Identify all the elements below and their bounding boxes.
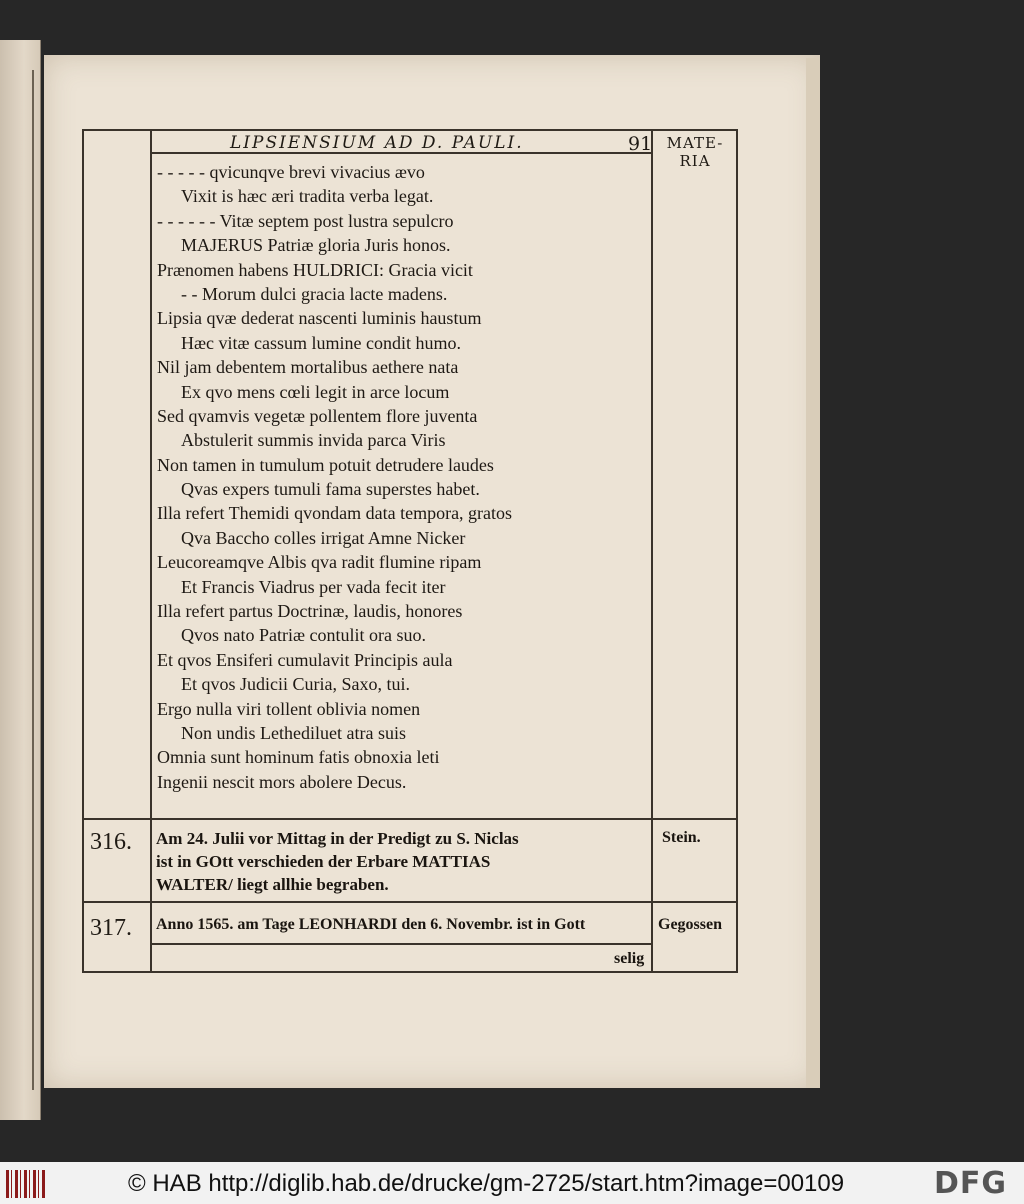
poem-line: Et Francis Viadrus per vada fecit iter bbox=[181, 576, 446, 597]
poem-line: - - Morum dulci gracia lacte madens. bbox=[181, 283, 448, 304]
epitaph-poem bbox=[157, 160, 647, 794]
poem-line: Sed qvamvis vegetæ pollentem flore juventa bbox=[157, 405, 478, 426]
entry-316-material: Stein. bbox=[662, 829, 701, 846]
entry-316-line-3: WALTER/ liegt allhie begraben. bbox=[156, 875, 389, 894]
poem-bottom-rule bbox=[82, 818, 736, 820]
entry-316-line-2: ist in GOtt verschieden der Erbare MATTIAS bbox=[156, 852, 491, 871]
adjacent-page-edge bbox=[0, 40, 41, 1120]
poem-line: Qvos nato Patriæ contulit ora suo. bbox=[181, 625, 426, 646]
running-head: LIPSIENSIUM AD D. PAULI. bbox=[230, 133, 524, 153]
side-heading-line-2: RIA bbox=[679, 152, 711, 170]
side-heading-line-1: MATE- bbox=[666, 134, 724, 152]
entry-316-bottom-rule bbox=[82, 901, 736, 903]
hab-logo-icon bbox=[6, 1170, 46, 1198]
poem-line: Ex qvo mens cœli legit in arce locum bbox=[181, 381, 450, 402]
catchword: selig bbox=[614, 950, 645, 967]
poem-line: Et qvos Judicii Curia, Saxo, tui. bbox=[181, 674, 410, 695]
entry-number-317: 317. bbox=[90, 915, 132, 941]
dfg-logo: DFG bbox=[934, 1166, 1008, 1201]
poem-line: Nil jam debentem mortalibus aethere nata bbox=[157, 357, 459, 378]
right-column-rule bbox=[651, 129, 653, 971]
entry-317-material: Gegossen bbox=[658, 916, 722, 933]
poem-line: Qva Baccho colles irrigat Amne Nicker bbox=[181, 527, 466, 548]
poem-line: Et qvos Ensiferi cumulavit Principis aula bbox=[157, 649, 453, 670]
poem-line: Illa refert partus Doctrinæ, laudis, honores bbox=[157, 601, 463, 622]
poem-line: Abstulerit summis invida parca Viris bbox=[181, 430, 446, 451]
copyright-link[interactable]: © HAB http://diglib.hab.de/drucke/gm-2725/start.htm?image=00109 bbox=[128, 1170, 845, 1197]
viewer-footer bbox=[0, 1162, 1024, 1204]
side-heading bbox=[659, 134, 731, 170]
poem-line: Hæc vitæ cassum lumine condit humo. bbox=[181, 332, 461, 353]
poem-line: Qvas expers tumuli fama superstes habet. bbox=[181, 479, 480, 500]
entry-316-text bbox=[156, 827, 648, 896]
poem-line: Leucoreamqve Albis qva radit flumine ripam bbox=[157, 552, 482, 573]
page-number: 91 bbox=[628, 133, 653, 155]
entry-317-rule bbox=[150, 943, 653, 945]
poem-line: Non tamen in tumulum potuit detrudere laudes bbox=[157, 454, 494, 475]
poem-line: Omnia sunt hominum fatis obnoxia leti bbox=[157, 747, 440, 768]
entry-316-line-1: Am 24. Julii vor Mittag in der Predigt zu S. Niclas bbox=[156, 829, 519, 848]
poem-line: - - - - - - Vitæ septem post lustra sepulcro bbox=[157, 210, 454, 231]
poem-line: Ingenii nescit mors abolere Decus. bbox=[157, 771, 407, 792]
poem-line: Vixit is hæc æri tradita verba legat. bbox=[181, 186, 434, 207]
poem-line: Non undis Lethediluet atra suis bbox=[181, 722, 406, 743]
poem-line: - - - - - qvicunqve brevi vivacius ævo bbox=[157, 162, 425, 182]
poem-line: Prænomen habens HULDRICI: Gracia vicit bbox=[157, 259, 473, 280]
poem-line: Ergo nulla viri tollent oblivia nomen bbox=[157, 698, 421, 719]
poem-line: Illa refert Themidi qvondam data tempora, gratos bbox=[157, 503, 513, 524]
left-column-rule bbox=[150, 129, 152, 971]
page-fore-edge bbox=[806, 58, 820, 1088]
poem-line: Lipsia qvæ dederat nascenti luminis haustum bbox=[157, 308, 482, 329]
entry-317-text: Anno 1565. am Tage LEONHARDI den 6. Novembr. ist in Gott bbox=[156, 916, 586, 933]
entry-number-316: 316. bbox=[90, 829, 132, 855]
poem-line: MAJERUS Patriæ gloria Juris honos. bbox=[181, 235, 451, 256]
